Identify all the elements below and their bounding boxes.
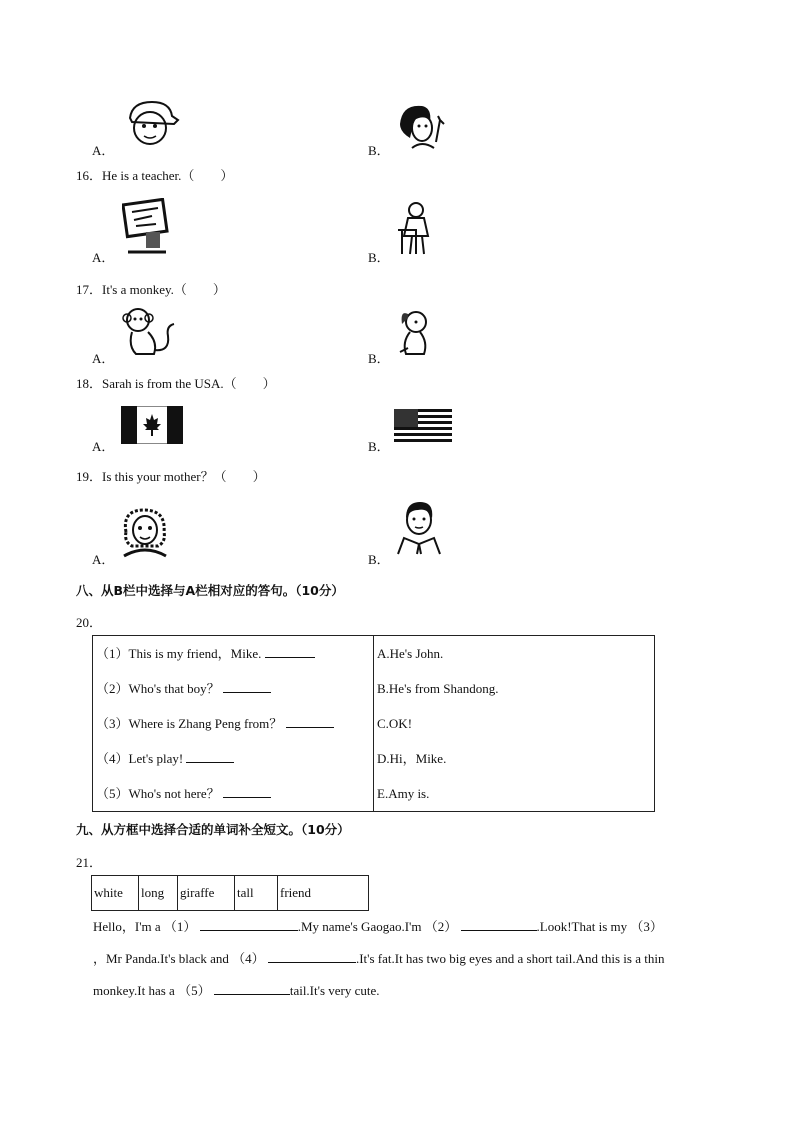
b-item-a: A.He's John.: [377, 646, 444, 661]
column-a: [93, 636, 374, 812]
passage-line-3: monkey.It has a （5） tail.It's very cute.: [93, 983, 380, 998]
option-a-label: A．: [92, 439, 115, 454]
a-item-2: （2）Who's that boy？: [93, 671, 373, 706]
option-a-label: A．: [92, 552, 115, 567]
b-item-c: C.OK!: [377, 716, 413, 731]
passage-line-1: Hello，I'm a （1） .My name's Gaogao.I'm （2） .Look!That is my （3）: [93, 919, 663, 934]
answer-blank[interactable]: [286, 714, 334, 728]
answer-blank-5[interactable]: [214, 981, 290, 995]
blackboard-icon: [122, 198, 170, 256]
word-box: tall: [235, 876, 278, 911]
a-item-1: （1）This is my friend，Mike.: [93, 636, 373, 671]
answer-blank[interactable]: [223, 679, 271, 693]
word-bank: [91, 875, 369, 911]
answer-blank-1[interactable]: [200, 917, 298, 931]
option-a-label: A．: [92, 351, 115, 366]
b-item-e: E.Amy is.: [377, 786, 430, 801]
b-item-b: B.He's from Shandong.: [377, 681, 499, 696]
a-item-3: （3）Where is Zhang Peng from？: [93, 706, 373, 741]
question-19: 19．Is this your mother？（ ）: [76, 469, 266, 484]
question-20-number: 20．: [76, 615, 103, 630]
question-21-number: 21．: [76, 855, 103, 870]
cloze-passage: [93, 911, 723, 1007]
answer-blank[interactable]: [223, 784, 271, 798]
word-box: long: [139, 876, 178, 911]
option-b-label: B．: [368, 143, 390, 158]
girl-waving-icon: [396, 102, 452, 150]
usa-flag-icon: [394, 409, 452, 445]
answer-blank-2[interactable]: [461, 917, 537, 931]
boy-with-cap-icon: [122, 98, 180, 148]
option-b-label: B．: [368, 552, 390, 567]
canada-flag-icon: [121, 406, 183, 444]
monkey-icon: [120, 306, 178, 358]
question-17: 17．It's a monkey.（ ）: [76, 282, 226, 297]
word-box: giraffe: [178, 876, 235, 911]
section-9-heading: 九、从方框中选择合适的单词补全短文。（10分）: [76, 822, 350, 837]
passage-line-2: ，Mr Panda.It's black and （4） .It's fat.It has two big eyes and a short tail.And this is a thin: [93, 951, 665, 966]
question-18: 18．Sarah is from the USA.（ ）: [76, 376, 276, 391]
b-item-d: D.Hi，Mike.: [377, 751, 447, 766]
option-a-label: A．: [92, 143, 115, 158]
word-box: friend: [278, 876, 369, 911]
answer-blank[interactable]: [265, 644, 315, 658]
woman-portrait-icon: [118, 506, 172, 558]
answer-blank[interactable]: [186, 749, 234, 763]
section-8-heading: 八、从B栏中选择与A栏相对应的答句。（10分）: [76, 583, 344, 598]
option-b-label: B．: [368, 439, 390, 454]
column-b: [374, 636, 655, 812]
a-item-5: （5）Who's not here？: [93, 776, 373, 811]
word-box: white: [92, 876, 139, 911]
option-a-label: A．: [92, 250, 115, 265]
answer-blank-4[interactable]: [268, 949, 356, 963]
option-b-label: B．: [368, 250, 390, 265]
question-16: 16．He is a teacher.（ ）: [76, 168, 234, 183]
dog-icon: [394, 308, 434, 358]
man-portrait-icon: [394, 500, 444, 556]
matching-table: [92, 635, 655, 812]
a-item-4: （4）Let's play!: [93, 741, 373, 776]
teacher-at-desk-icon: [394, 200, 438, 256]
option-b-label: B．: [368, 351, 390, 366]
